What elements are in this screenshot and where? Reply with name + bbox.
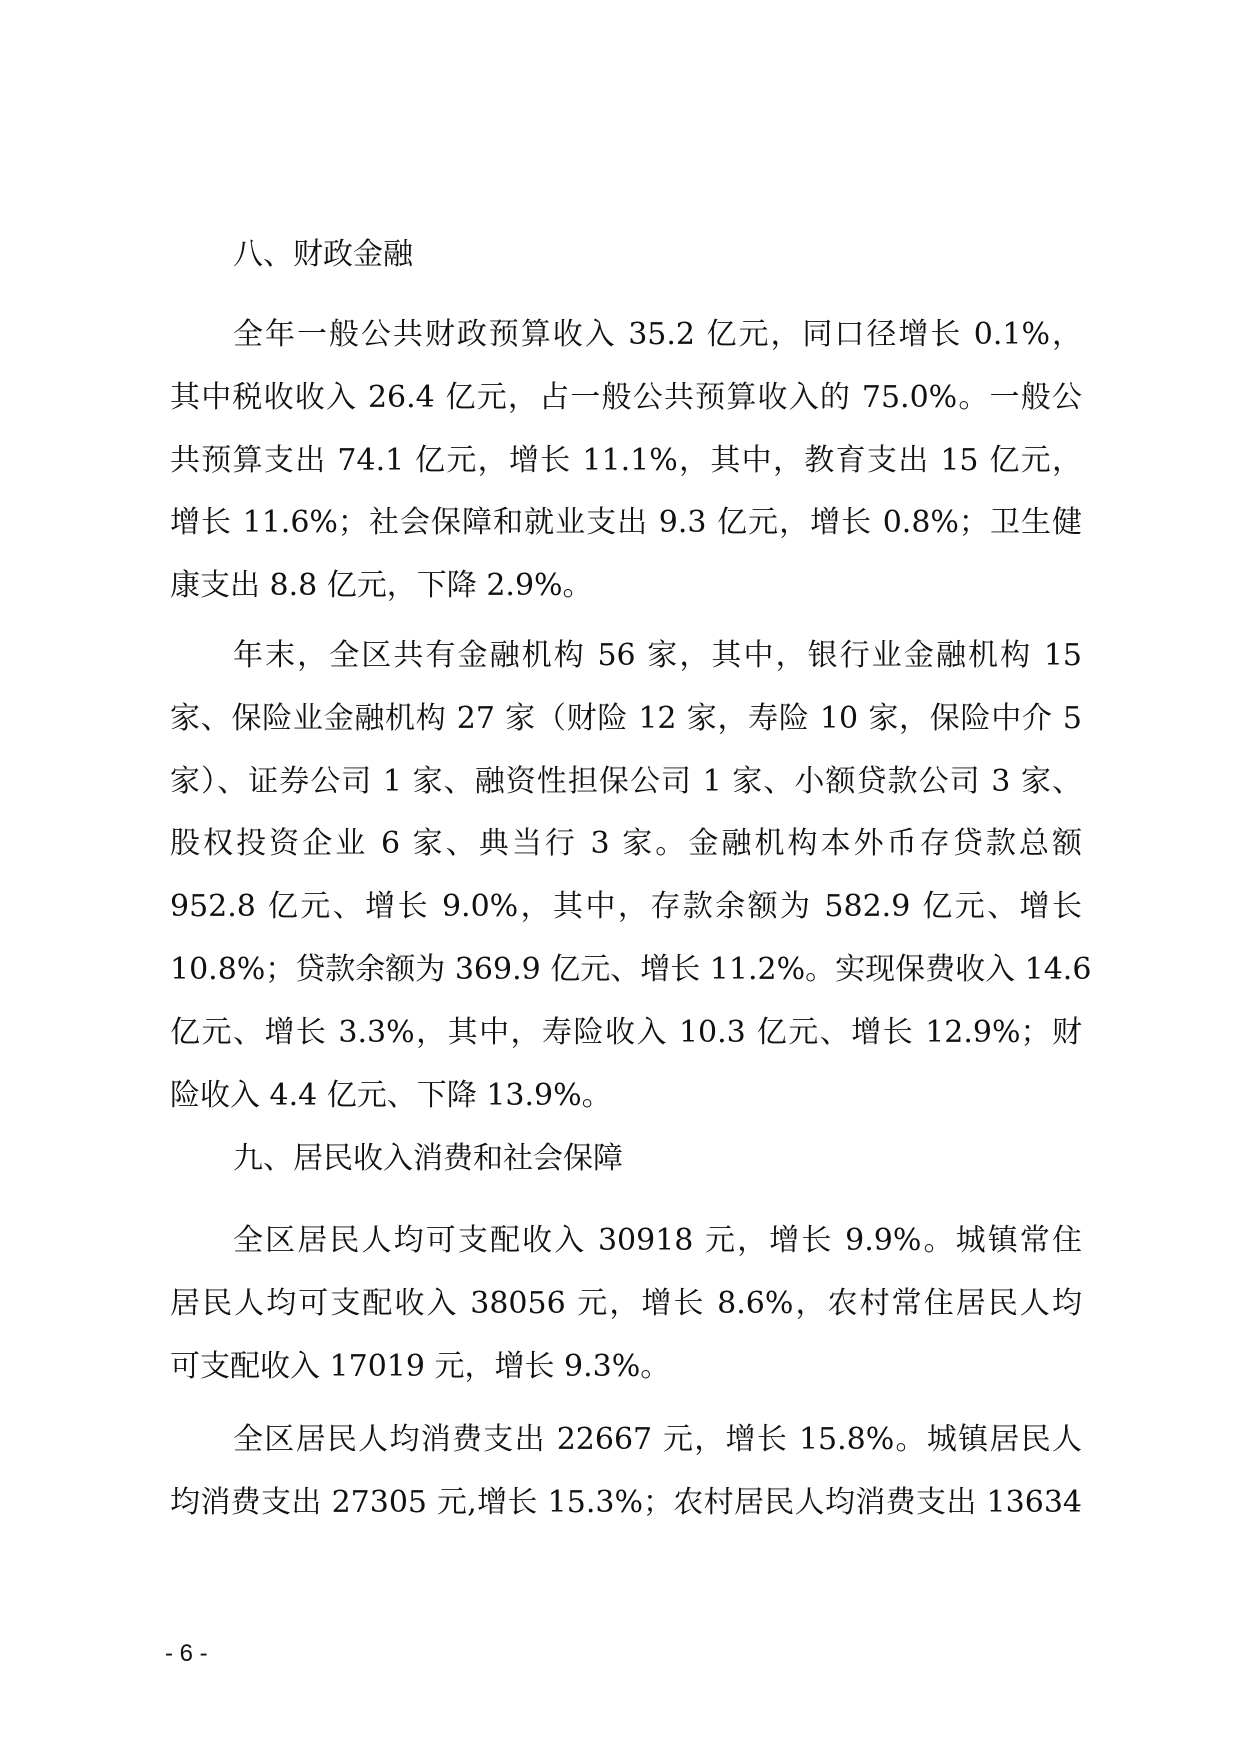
text-line: 10.8%；贷款余额为 369.9 亿元、增长 11.2%。实现保费收入 14.6 [170,951,1092,987]
section-heading-finance: 八、财政金融 [233,237,413,272]
text-line: 居民人均可支配收入 38056 元，增长 8.6%，农村常住居民人均 [170,1285,1082,1321]
text-line: 共预算支出 74.1 亿元，增长 11.1%，其中，教育支出 15 亿元， [170,442,1082,478]
text-line: 增长 11.6%；社会保障和就业支出 9.3 亿元，增长 0.8%；卫生健 [170,505,1082,541]
text-line: 其中税收收入 26.4 亿元，占一般公共预算收入的 75.0%。一般公 [170,379,1082,415]
text-line: 家）、证券公司 1 家、融资性担保公司 1 家、小额贷款公司 3 家、 [170,763,1082,799]
text-line: 险收入 4.4 亿元、下降 13.9%。 [170,1077,612,1113]
paragraph-consumption [170,1409,1082,1535]
text-line: 全年一般公共财政预算收入 35.2 亿元，同口径增长 0.1%， [233,317,1082,352]
text-line: 年末，全区共有金融机构 56 家，其中，银行业金融机构 15 [233,638,1082,673]
paragraph-fiscal [170,304,1082,618]
page-number: - 6 - [165,1640,208,1667]
text-line: 全区居民人均可支配收入 30918 元，增长 9.9%。城镇常住 [233,1223,1082,1258]
text-line: 康支出 8.8 亿元，下降 2.9%。 [170,568,593,604]
text-line: 亿元、增长 3.3%，其中，寿险收入 10.3 亿元、增长 12.9%；财 [170,1014,1082,1050]
text-line: 均消费支出 27305 元,增长 15.3%；农村居民人均消费支出 13634 [170,1484,1082,1520]
paragraph-financial-institutions [170,625,1092,1127]
text-line: 952.8 亿元、增长 9.0%，其中，存款余额为 582.9 亿元、增长 [170,889,1082,925]
paragraph-disposable-income [170,1210,1082,1398]
section-heading-income: 九、居民收入消费和社会保障 [233,1141,623,1176]
text-line: 股权投资企业 6 家、典当行 3 家。金融机构本外币存贷款总额 [170,826,1082,862]
text-line: 家、保险业金融机构 27 家（财险 12 家，寿险 10 家，保险中介 5 [170,700,1082,736]
text-line: 全区居民人均消费支出 22667 元，增长 15.8%。城镇居民人 [233,1422,1082,1457]
text-line: 可支配收入 17019 元，增长 9.3%。 [170,1348,671,1384]
